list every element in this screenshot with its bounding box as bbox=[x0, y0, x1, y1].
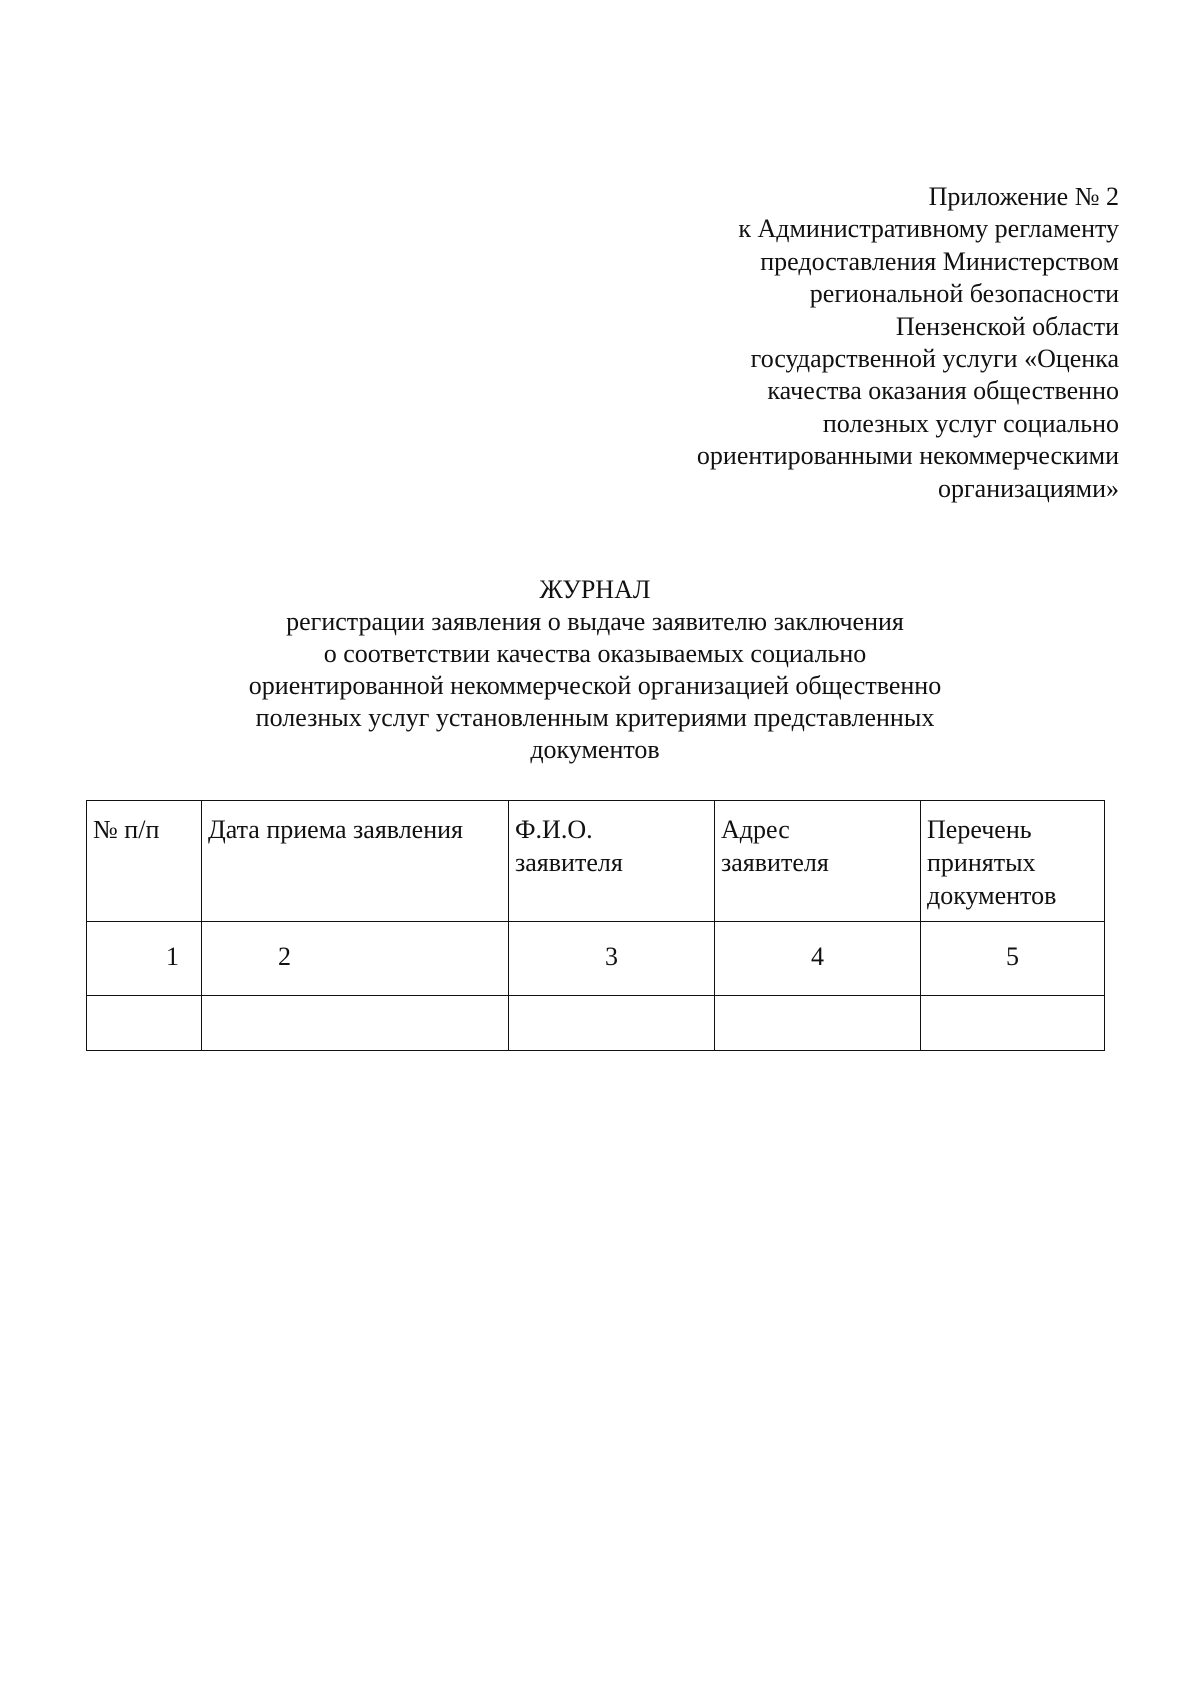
table-cell bbox=[202, 996, 509, 1051]
header-text: заявителя bbox=[721, 848, 829, 877]
appendix-line: государственной услуги «Оценка bbox=[750, 344, 1119, 374]
table-cell bbox=[921, 996, 1105, 1051]
appendix-line: к Административному регламенту bbox=[738, 214, 1119, 244]
table-row bbox=[87, 996, 1105, 1051]
column-number-cell: 1 bbox=[87, 922, 202, 996]
appendix-line: предоставления Министерством bbox=[760, 246, 1119, 276]
header-cell-name bbox=[509, 801, 715, 922]
header-cell-date bbox=[202, 801, 509, 922]
header-cell-documents bbox=[921, 801, 1105, 922]
table-cell bbox=[87, 996, 202, 1051]
header-text: заявителя bbox=[515, 848, 623, 877]
column-number-cell: 2 bbox=[202, 922, 509, 996]
appendix-block bbox=[559, 181, 1119, 505]
column-number-cell: 4 bbox=[715, 922, 921, 996]
header-cell-address bbox=[715, 801, 921, 922]
appendix-line: региональной безопасности bbox=[809, 279, 1119, 309]
journal-table bbox=[86, 800, 1105, 1051]
journal-subtitle-line: регистрации заявления о выдаче заявителю заключения bbox=[286, 607, 904, 636]
appendix-line: организациями» bbox=[938, 473, 1119, 503]
header-text: Адрес bbox=[721, 815, 790, 844]
journal-subtitle-line: полезных услуг установленным критериями представленных bbox=[255, 703, 935, 732]
journal-subtitle-line: документов bbox=[530, 735, 660, 764]
header-cell-number bbox=[87, 801, 202, 922]
journal-title: ЖУРНАЛ bbox=[539, 575, 651, 604]
journal-subtitle-line: ориентированной некоммерческой организацией общественно bbox=[248, 671, 942, 700]
journal-heading bbox=[88, 574, 1102, 766]
header-text: Ф.И.О. bbox=[515, 815, 593, 844]
table-number-row bbox=[87, 922, 1105, 996]
journal-subtitle-line: о соответствии качества оказываемых социально bbox=[323, 639, 867, 668]
appendix-line: Приложение № 2 bbox=[928, 182, 1119, 211]
column-number-cell: 3 bbox=[509, 922, 715, 996]
appendix-line: Пензенской области bbox=[895, 311, 1119, 341]
table-cell bbox=[509, 996, 715, 1051]
header-text: № п/п bbox=[93, 815, 160, 844]
table-header-row bbox=[87, 801, 1105, 922]
header-text: документов bbox=[927, 881, 1057, 910]
table-cell bbox=[715, 996, 921, 1051]
column-number-cell: 5 bbox=[921, 922, 1105, 996]
header-text: принятых bbox=[927, 848, 1036, 877]
appendix-line: качества оказания общественно bbox=[767, 376, 1119, 406]
header-text: Перечень bbox=[927, 815, 1032, 844]
appendix-line: полезных услуг социально bbox=[822, 408, 1119, 438]
header-text: Дата приема заявления bbox=[208, 815, 464, 844]
appendix-line: ориентированными некоммерческими bbox=[696, 441, 1119, 471]
